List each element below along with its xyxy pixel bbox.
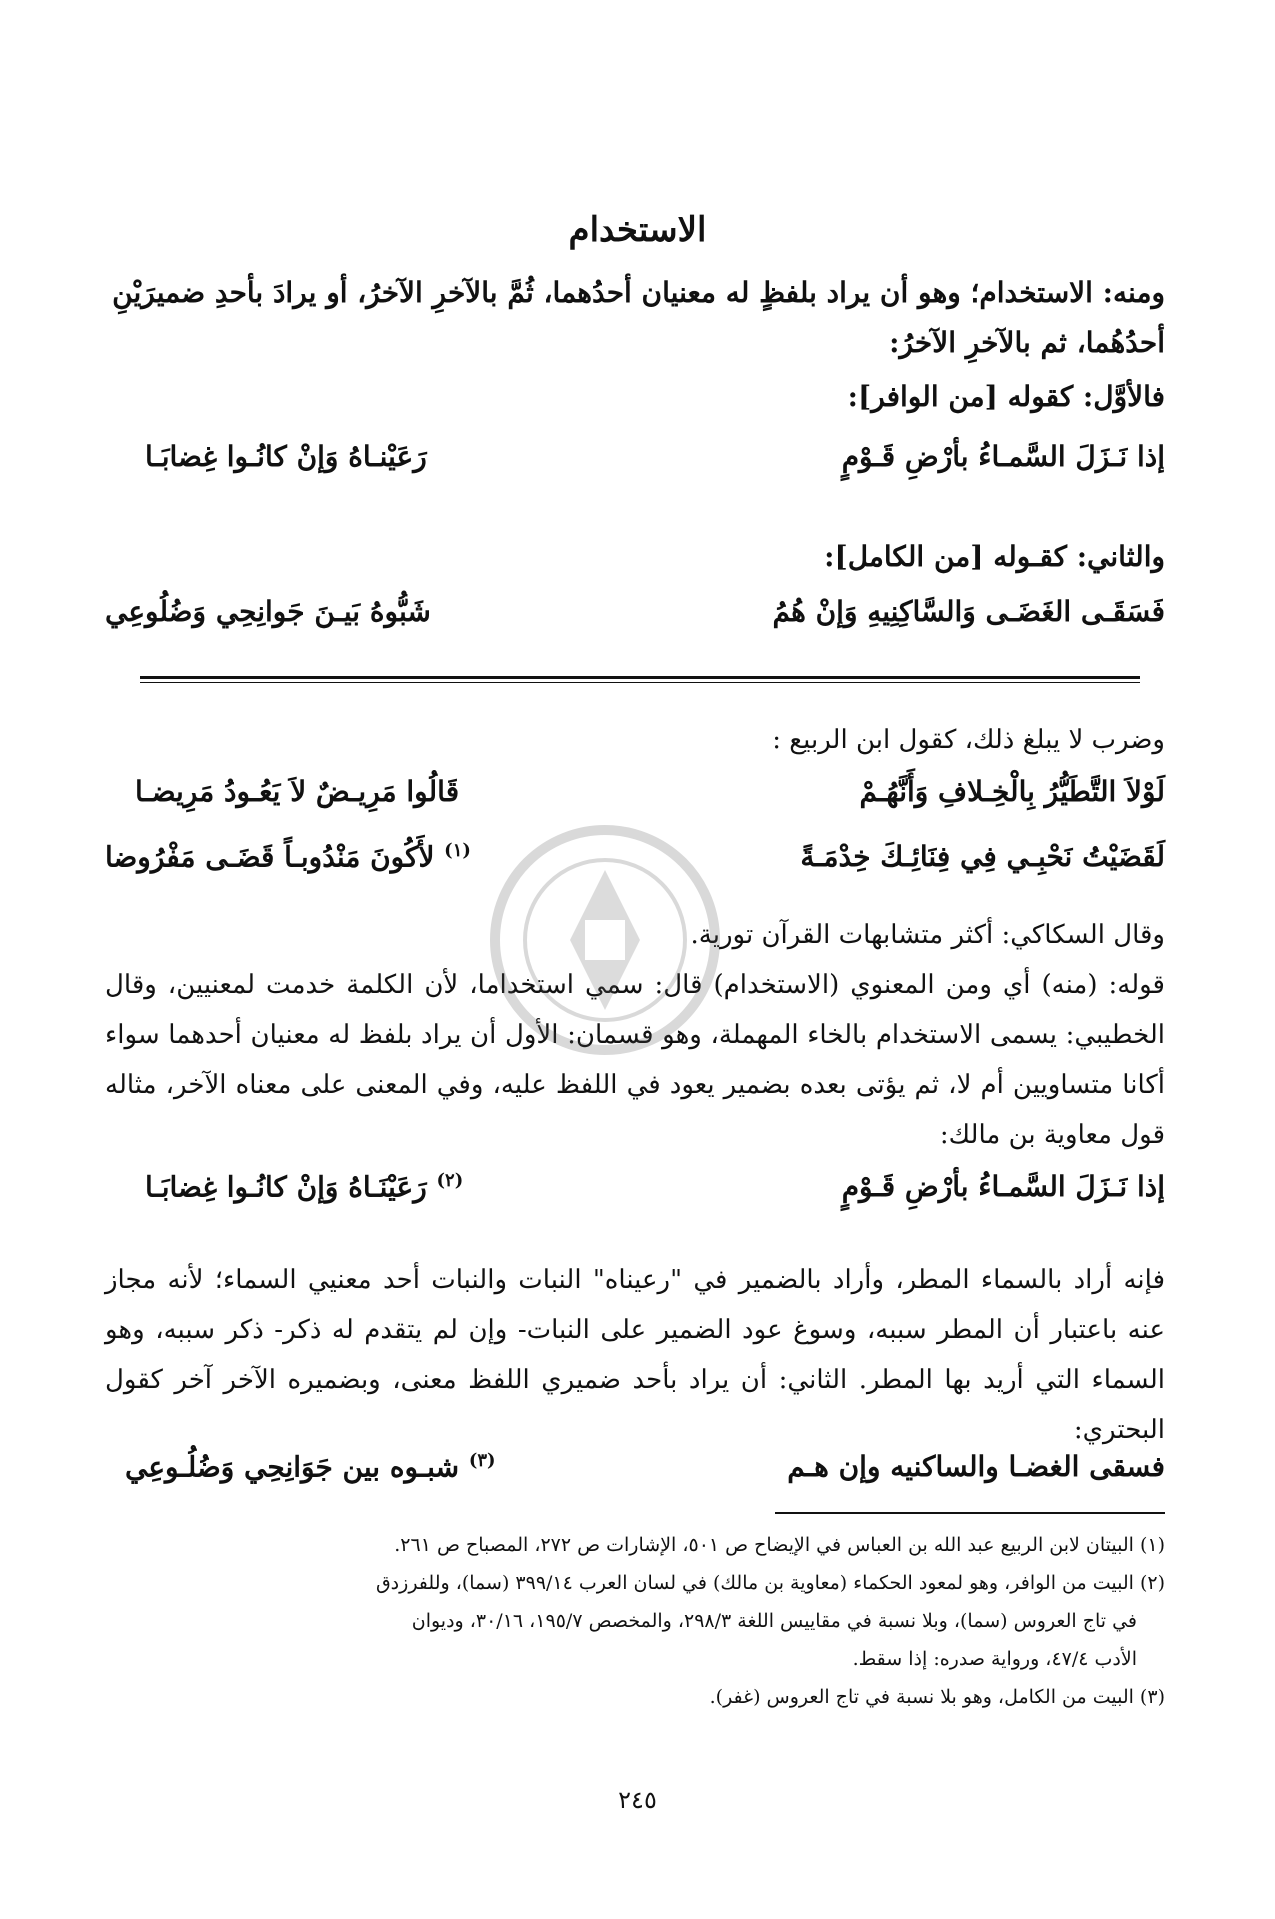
section-title: الاستخدام <box>568 210 707 250</box>
library-stamp-watermark <box>480 815 730 1065</box>
commentary-paragraph-2: فإنه أراد بالسماء المطر، وأراد بالضمير في "رعيناه" النبات والنبات أحد معنيي السماء؛ لأنه مجاز عنه باعتبار أن المطر سببه، وسوغ عود الضمير على النبات- وإن لم يتقدم له ذكر- ذكر سببه، وهو السماء التي أريد بها المطر. الثاني: أن يراد بأحد ضميري اللفظ معنى، وبضميره الآخر آخر كقول البحتري: <box>105 1265 1165 1445</box>
verse-6-second-text: شبـوه بين جَوَانِحِي وَضُلُـوعِي <box>125 1450 460 1484</box>
verse-4-second-hemistich <box>105 840 471 873</box>
first-type-label: فالأوَّل: كقوله [من الوافر]: <box>847 380 1165 413</box>
footnote-3: (٣) البيت من الكامل، وهو بلا نسبة في تاج العروس (غفر). <box>709 1686 1165 1708</box>
page-number: ٢٤٥ <box>618 1786 657 1814</box>
verse-6 <box>105 1450 1165 1500</box>
section-divider <box>140 676 1140 679</box>
footnotes <box>105 1526 1165 1716</box>
verse-2-second-hemistich: شَبُّوهُ بَيـنَ جَوانِحِي وَضُلُوعِي <box>105 595 431 628</box>
footnote-marker-3: (٣) <box>468 1450 496 1471</box>
verse-3-first-hemistich: لَوْلاَ التَّطَيُّرُ بِالْخِـلافِ وَأَنَّهُـمْ <box>859 775 1165 808</box>
section-divider-thin <box>140 682 1140 683</box>
intro-paragraph: ومنه: الاستخدام؛ وهو أن يراد بلفظٍ له معنيان أحدُهما، ثُمَّ بالآخرِ الآخرُ، أو يرادَ بأحدِ ضميرَيْنِ أحدُهُما، ثم بالآخرِ الآخرُ: <box>112 276 1165 359</box>
verse-6-second-hemistich <box>125 1450 496 1483</box>
verse-1-first-hemistich: إذا نَـزَلَ السَّمـاءُ بأرْضِ قَـوْمٍ <box>841 440 1165 473</box>
second-type-label: والثاني: كقـوله [من الكامل]: <box>824 540 1165 573</box>
verse-4-first-hemistich: لَقَضَيْتُ نَحْبِـي فِي فِنَائِـكَ خِدْمَـةً <box>800 840 1165 873</box>
footnote-marker-1: (١) <box>444 840 471 861</box>
verse-5-second-text: رَعَيْنَـاهُ وَإنْ كانُـوا غِضابَـا <box>145 1170 427 1204</box>
verse-2 <box>105 595 1165 645</box>
commentary-intro: وضرب لا يبلغ ذلك، كقول ابن الربيع : <box>772 725 1165 755</box>
footnote-1: (١) البيتان لابن الربيع عبد الله بن العباس في الإيضاح ص ٥٠١، الإشارات ص ٢٧٢، المصباح ص ٢٦١. <box>394 1534 1165 1556</box>
footnote-2: (٢) البيت من الوافر، وهو لمعود الحكماء (معاوية بن مالك) في لسان العرب ٣٩٩/١٤ (سما)، وللفرزدق <box>375 1572 1165 1594</box>
verse-1 <box>105 440 1165 490</box>
verse-4-second-text: لأَكُونَ مَنْدُوبـاً قَضَـى مَفْرُوضا <box>105 840 435 874</box>
verse-5-second-hemistich <box>145 1170 463 1203</box>
verse-5 <box>105 1170 1165 1220</box>
footnote-2-cont-b: الأدب ٤٧/٤، ورواية صدره: إذا سقط. <box>852 1648 1137 1670</box>
footnote-marker-2: (٢) <box>436 1170 464 1191</box>
sakkaki-quote: وقال السكاكي: أكثر متشابهات القرآن تورية. <box>690 920 1165 950</box>
footnote-2-cont-a: في تاج العروس (سما)، وبلا نسبة في مقاييس اللغة ٢٩٨/٣، والمخصص ١٩٥/٧، ٣٠/١٦، وديوان <box>411 1610 1137 1632</box>
verse-6-first-hemistich: فسقى الغضـا والساكنيه وإن هـم <box>787 1450 1165 1483</box>
commentary-paragraph-1: قوله: (منه) أي ومن المعنوي (الاستخدام) قال: سمي استخداما، لأن الكلمة خدمت لمعنيين، وقال الخطيبي: يسمى الاستخدام بالخاء المهملة، وهو قسمان: الأول أن يراد بلفظ له معنيان أحدهما سواء أكانا متساويين أم لا، ثم يؤتى بعده بضمير يعود في اللفظ عليه، وفي المعنى على معناه الآخر، مثاله قول معاوية بن مالك: <box>105 970 1165 1150</box>
verse-5-first-hemistich: إذا نَـزَلَ السَّمـاءُ بأرْضِ قَـوْمٍ <box>841 1170 1165 1203</box>
verse-2-first-hemistich: فَسَقَـى الغَضَـى وَالسَّاكِنِيهِ وَإنْ هُمُ <box>772 595 1165 628</box>
footnote-divider <box>775 1512 1165 1514</box>
verse-3-second-hemistich: قَالُوا مَرِيـضٌ لاَ يَعُـودُ مَرِيضـا <box>135 775 460 808</box>
verse-1-second-hemistich: رَعَيْنـاهُ وَإنْ كانُـوا غِضابَـا <box>145 440 427 473</box>
